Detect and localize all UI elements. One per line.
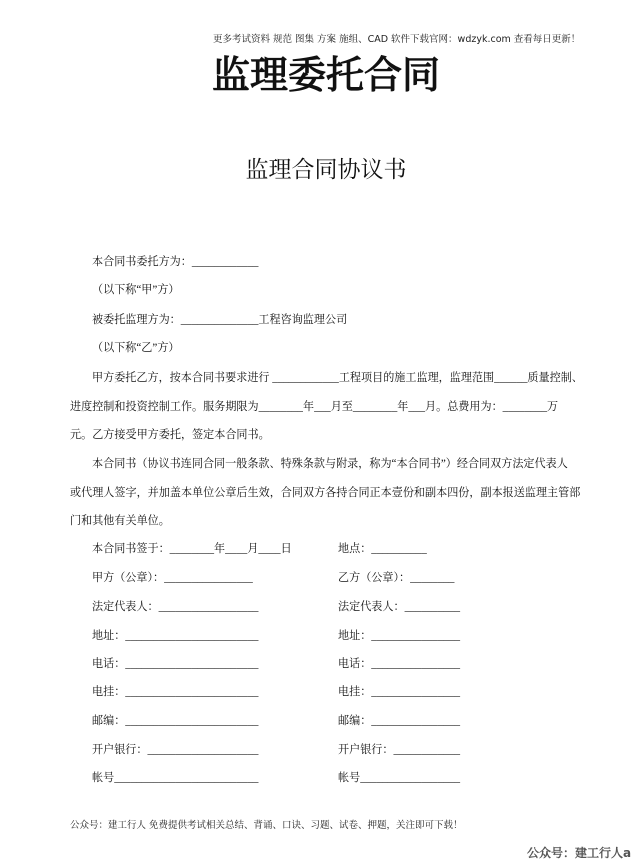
document-title: 监理委托合同 (211, 53, 440, 97)
signing-place-field: 地点：__________ (338, 543, 427, 555)
party-b-cable-field: 电挂：________________ (338, 686, 461, 698)
party-a-cable-field: 电挂：________________________ (92, 686, 259, 698)
paragraph-2-line: 或代理人签字，并加盖本单位公章后生效，合同双方各持合同正本壹份和副本四份，副本报送监理主管部 (70, 487, 581, 499)
party-a-seal-field: 甲方（公章）：________________ (92, 572, 253, 584)
party-b-representative-field: 法定代表人：__________ (338, 601, 461, 613)
party-b-seal-field: 乙方（公章）：________ (338, 572, 455, 584)
paragraph-2-line: 门和其他有关单位。 (70, 515, 170, 527)
party-a-bank-field: 开户银行：____________________ (92, 744, 259, 756)
party-a-representative-field: 法定代表人：__________________ (92, 601, 259, 613)
contractor-line: 被委托监理方为：______________工程咨询监理公司 (92, 314, 348, 326)
paragraph-1-line: 甲方委托乙方，按本合同书要求进行 ____________工程项目的施工监理，监理范围______质量控制、 (92, 372, 583, 384)
party-a-address-field: 地址：________________________ (92, 630, 259, 642)
client-alias: （以下称“甲”方） (92, 284, 180, 296)
party-a-phone-field: 电话：________________________ (92, 658, 259, 670)
paragraph-1-line: 进度控制和投资控制工作。服务期限为________年___月至________年___月。总费用为：________万 (70, 401, 559, 413)
client-line: 本合同书委托方为：____________ (92, 256, 259, 268)
watermark-text: 公众号：建工行人a (527, 846, 632, 860)
party-b-postcode-field: 邮编：________________ (338, 715, 461, 727)
party-b-address-field: 地址：________________ (338, 630, 461, 642)
paragraph-1-line: 元。乙方接受甲方委托，签定本合同书。 (70, 429, 270, 441)
paragraph-2-line: 本合同书（协议书连同合同一般条款、特殊条款与附录，称为“本合同书”）经合同双方法定代表人 (92, 458, 568, 470)
footer-promo: 公众号：建工行人 免费提供考试相关总结、背诵、口诀、习题、试卷、押题，关注即可下载！ (70, 820, 463, 831)
document-subtitle: 监理合同协议书 (245, 157, 407, 182)
signing-date-field: 本合同书签于：________年____月____日 (92, 543, 292, 555)
contractor-alias: （以下称“乙”方） (92, 342, 180, 354)
download-notice: 更多考试资料 规范 图集 方案 施组、CAD 软件下载官网：wdzyk.com 查看每日更新！ (213, 34, 581, 45)
party-b-account-field: 帐号__________________ (338, 772, 461, 784)
party-b-bank-field: 开户银行：____________ (338, 744, 461, 756)
party-a-account-field: 帐号__________________________ (92, 772, 259, 784)
party-a-postcode-field: 邮编：________________________ (92, 715, 259, 727)
party-b-phone-field: 电话：________________ (338, 658, 461, 670)
